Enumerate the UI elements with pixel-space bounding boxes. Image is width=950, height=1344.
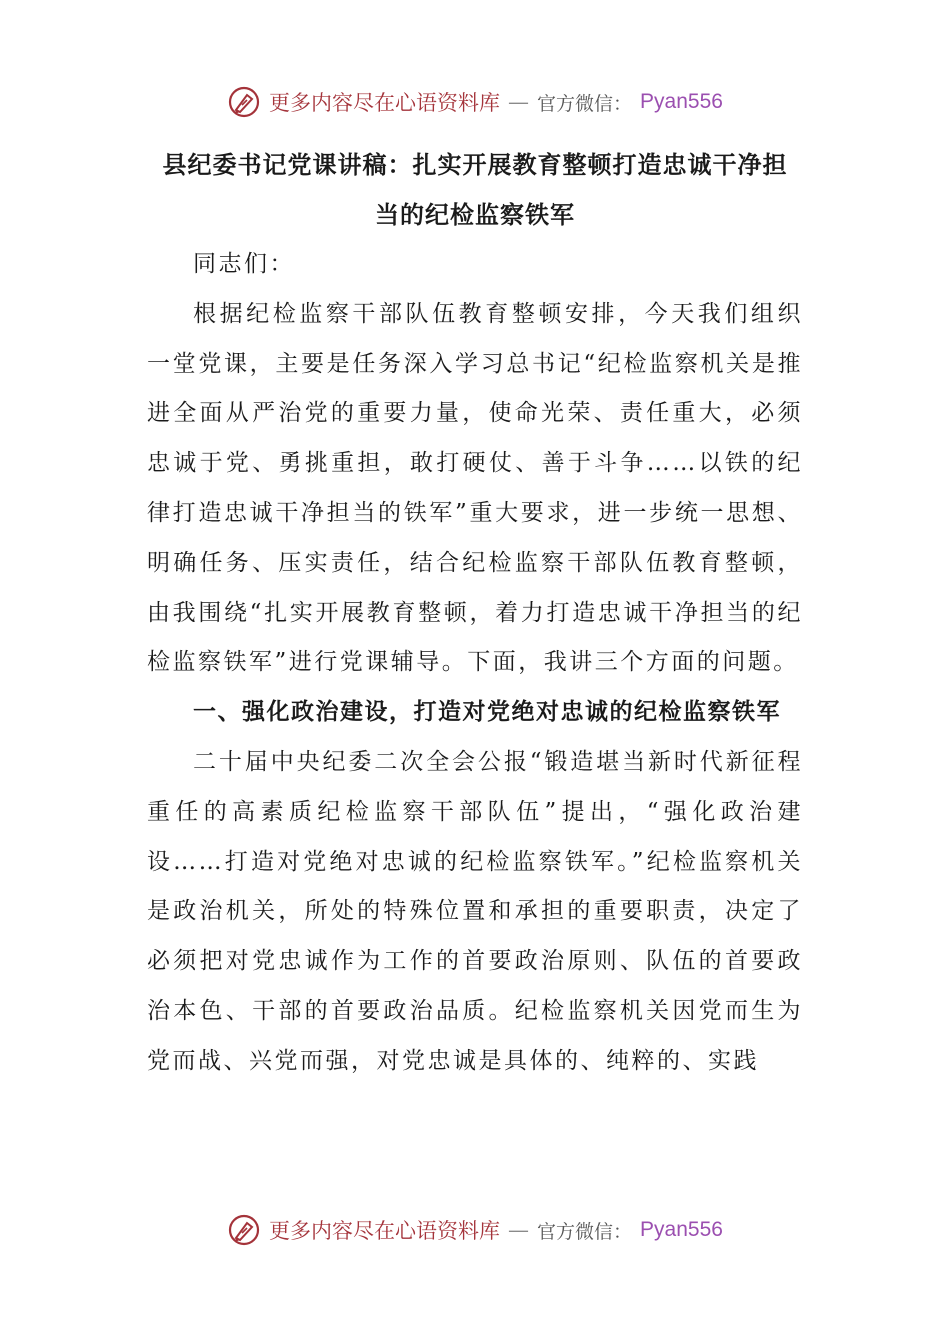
banner-wechat-id: Pyan556 [640, 1218, 723, 1241]
pen-nib-logo-icon [227, 1213, 261, 1247]
greeting: 同志们： [193, 251, 295, 277]
document-title-line-1: 县纪委书记党课讲稿：扎实开展教育整顿打造忠诚干净担 [162, 151, 788, 179]
banner-site-text: 更多内容尽在心语资料库 [269, 1219, 501, 1243]
banner-dash: — [508, 1218, 530, 1242]
intro-paragraph: 根据纪检监察干部队伍教育整顿安排，今天我们组织一堂党课，主要是任务深入学习总书记“纪检监察机关是推进全面从严治党的重要力量，使命光荣、责任重大，必须忠诚于党、勇挑重担，敢打硬仗、善于斗争……以铁的纪律打造忠诚干净担当的铁军”重大要求，进一步统一思想、明确任务、压实责任，结合纪检监察干部队伍教育整顿，由我围绕“扎实开展教育整顿，着力打造忠诚干净担当的纪检监察铁军”进行党课辅导。下面，我讲三个方面的问题。 [147, 300, 803, 676]
pen-nib-logo-icon [227, 85, 261, 119]
banner-dash: — [508, 90, 530, 114]
document-title-line-2: 当的纪检监察铁军 [375, 201, 575, 229]
banner-wechat-id: Pyan556 [640, 90, 723, 113]
banner-site-text: 更多内容尽在心语资料库 [269, 91, 501, 115]
banner-wechat-label: 官方微信： [537, 1220, 633, 1243]
section-1-paragraph: 二十届中央纪委二次全会公报“锻造堪当新时代新征程重任的高素质纪检监察干部队伍”提出，“强化政治建设……打造对党绝对忠诚的纪检监察铁军。”纪检监察机关是政治机关，所处的特殊位置和承担的重要职责，决定了必须把对党忠诚作为工作的首要政治原则、队伍的首要政治本色、干部的首要政治品质。纪检监察机关因党而生为党而战、兴党而强，对党忠诚是具体的、纯粹的、实践 [147, 748, 803, 1074]
banner-wechat-label: 官方微信： [537, 92, 633, 115]
footer-banner [0, 1208, 950, 1252]
section-1-heading: 一、强化政治建设，打造对党绝对忠诚的纪检监察铁军 [193, 699, 781, 726]
header-banner [0, 80, 950, 124]
document-body [147, 140, 803, 1087]
